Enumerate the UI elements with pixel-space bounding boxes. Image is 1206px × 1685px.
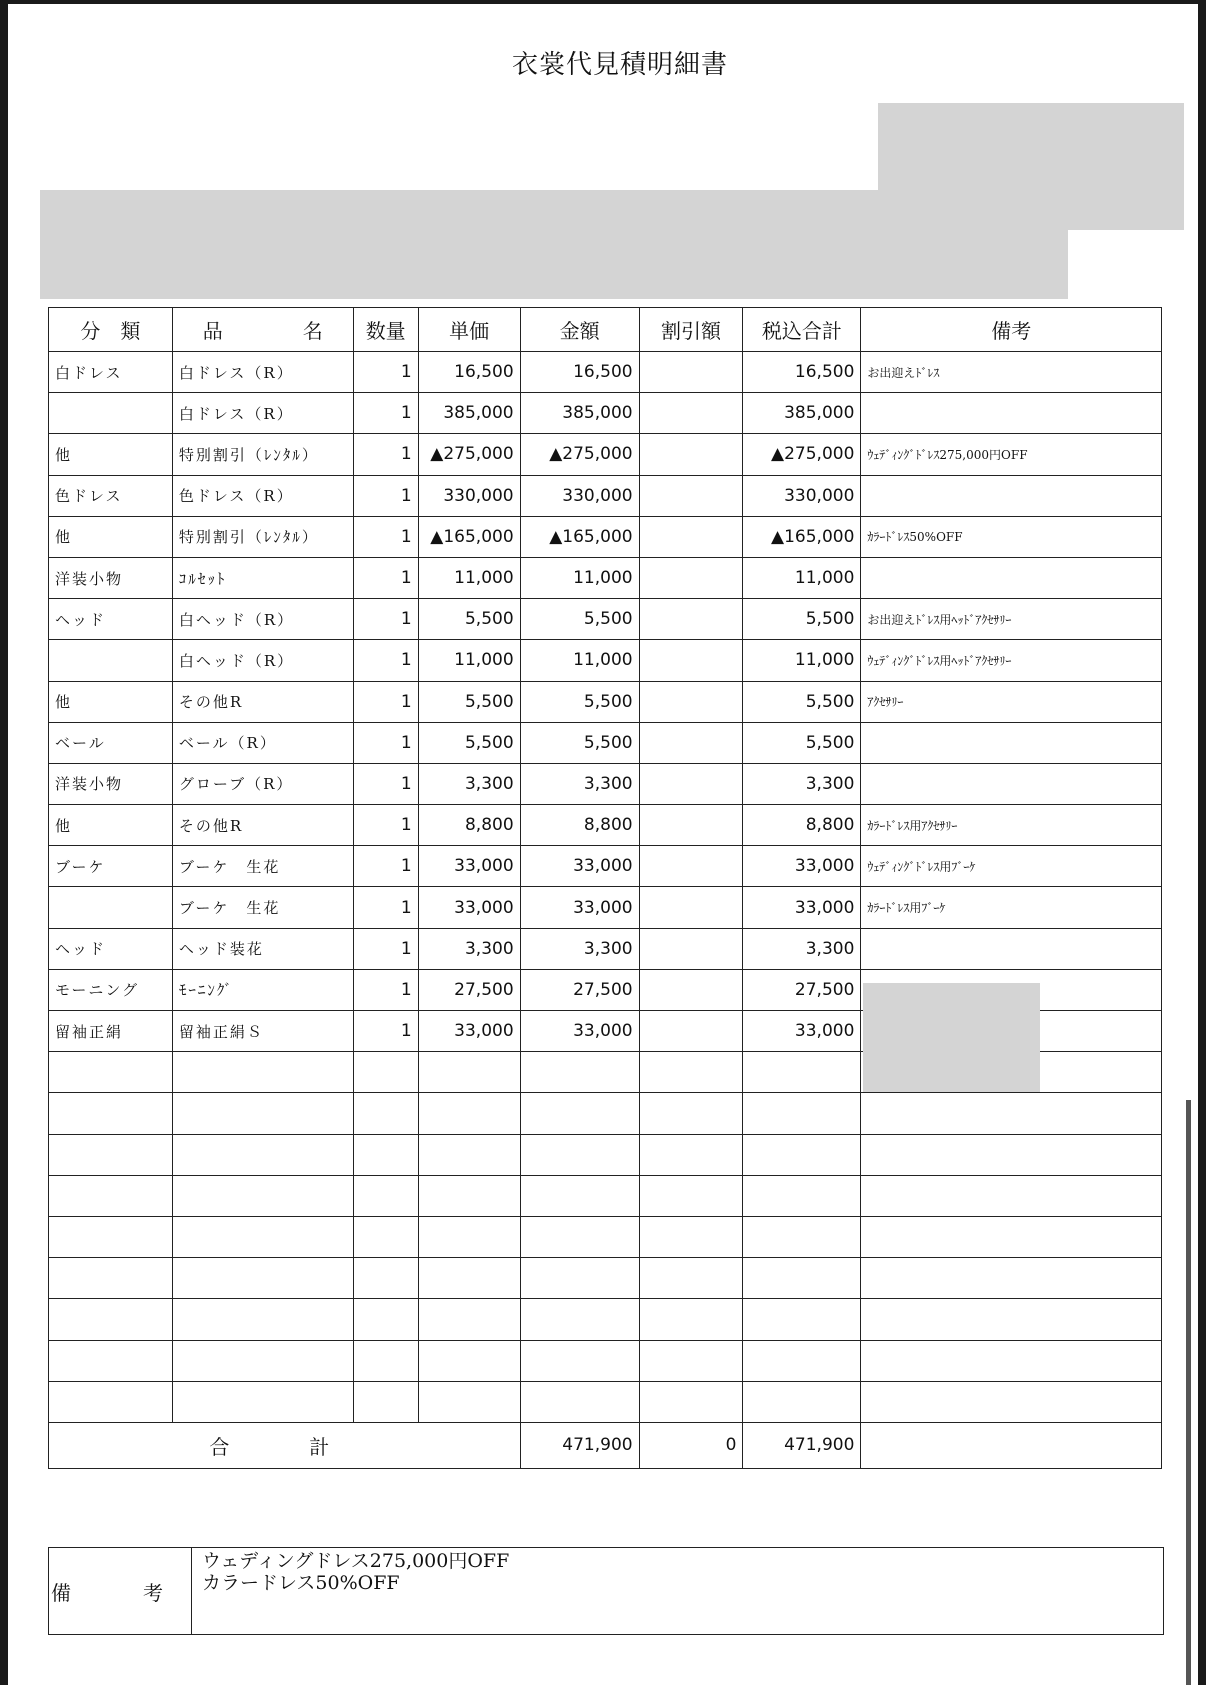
row-amount: 33,000 — [520, 1011, 639, 1052]
row-amount: 11,000 — [520, 557, 639, 598]
table-row — [49, 846, 1162, 887]
row-tax-incl-total — [743, 1093, 861, 1134]
row-discount — [639, 1258, 743, 1299]
row-category — [49, 393, 173, 434]
header-discount: 割引額 — [639, 308, 743, 352]
row-quantity: 1 — [353, 352, 418, 393]
row-unit-price: 5,500 — [418, 681, 520, 722]
row-tax-incl-total: 5,500 — [743, 722, 861, 763]
row-quantity — [353, 1340, 418, 1381]
row-item-name — [172, 1299, 353, 1340]
row-item-name: ブーケ 生花 — [172, 887, 353, 928]
row-unit-price — [418, 1258, 520, 1299]
row-item-name: ﾓｰﾆﾝｸﾞ — [172, 969, 353, 1010]
row-unit-price: 11,000 — [418, 557, 520, 598]
table-row — [49, 887, 1162, 928]
row-note — [861, 1340, 1162, 1381]
row-quantity — [353, 1175, 418, 1216]
table-row — [49, 516, 1162, 557]
row-category — [49, 1052, 173, 1093]
row-discount — [639, 1216, 743, 1257]
row-item-name — [172, 1381, 353, 1422]
row-tax-incl-total: ▲275,000 — [743, 434, 861, 475]
row-discount — [639, 1381, 743, 1422]
row-discount — [639, 1175, 743, 1216]
row-quantity: 1 — [353, 393, 418, 434]
empty-row — [49, 1216, 1162, 1257]
row-tax-incl-total: 33,000 — [743, 1011, 861, 1052]
row-amount: 11,000 — [520, 640, 639, 681]
row-discount — [639, 722, 743, 763]
row-amount — [520, 1381, 639, 1422]
row-quantity: 1 — [353, 599, 418, 640]
row-unit-price: 11,000 — [418, 640, 520, 681]
table-row — [49, 475, 1162, 516]
row-note: お出迎えﾄﾞﾚｽ用ﾍｯﾄﾞｱｸｾｻﾘｰ — [861, 599, 1162, 640]
row-quantity — [353, 1299, 418, 1340]
row-discount — [639, 846, 743, 887]
row-category: ベール — [49, 722, 173, 763]
row-tax-incl-total — [743, 1381, 861, 1422]
row-category — [49, 1134, 173, 1175]
row-unit-price: 330,000 — [418, 475, 520, 516]
row-amount: 5,500 — [520, 681, 639, 722]
row-amount: 27,500 — [520, 969, 639, 1010]
row-note: お出迎えﾄﾞﾚｽ — [861, 352, 1162, 393]
header-unit-price: 単価 — [418, 308, 520, 352]
row-amount: 16,500 — [520, 352, 639, 393]
scan-border-top — [0, 0, 1206, 4]
row-quantity — [353, 1134, 418, 1175]
row-note — [861, 763, 1162, 804]
row-discount — [639, 681, 743, 722]
row-tax-incl-total: 16,500 — [743, 352, 861, 393]
row-item-name — [172, 1175, 353, 1216]
empty-row — [49, 1381, 1162, 1422]
row-tax-incl-total: 11,000 — [743, 557, 861, 598]
row-unit-price — [418, 1093, 520, 1134]
row-amount: 8,800 — [520, 805, 639, 846]
row-tax-incl-total: 385,000 — [743, 393, 861, 434]
row-tax-incl-total — [743, 1216, 861, 1257]
row-discount — [639, 805, 743, 846]
row-unit-price: 3,300 — [418, 928, 520, 969]
row-tax-incl-total — [743, 1299, 861, 1340]
row-category — [49, 887, 173, 928]
row-category — [49, 1093, 173, 1134]
document-title: 衣裳代見積明細書 — [511, 50, 728, 80]
total-note — [861, 1422, 1162, 1468]
row-category: 他 — [49, 681, 173, 722]
row-quantity: 1 — [353, 722, 418, 763]
scroll-shadow — [1186, 1100, 1191, 1685]
empty-row — [49, 1134, 1162, 1175]
row-note: ｶﾗｰﾄﾞﾚｽ用ｱｸｾｻﾘｰ — [861, 805, 1162, 846]
row-tax-incl-total: 33,000 — [743, 887, 861, 928]
row-discount — [639, 599, 743, 640]
row-item-name: ｺﾙｾｯﾄ — [172, 557, 353, 598]
row-category — [49, 1216, 173, 1257]
row-amount — [520, 1134, 639, 1175]
row-item-name: グローブ（R） — [172, 763, 353, 804]
row-discount — [639, 352, 743, 393]
row-note — [861, 557, 1162, 598]
row-amount: 330,000 — [520, 475, 639, 516]
row-discount — [639, 1299, 743, 1340]
row-item-name — [172, 1340, 353, 1381]
row-tax-incl-total: 3,300 — [743, 928, 861, 969]
row-category: 他 — [49, 805, 173, 846]
row-note: ｳｪﾃﾞｨﾝｸﾞﾄﾞﾚｽ用ﾌﾞｰｹ — [861, 846, 1162, 887]
row-note — [861, 722, 1162, 763]
row-amount: 3,300 — [520, 763, 639, 804]
row-item-name: 白ドレス（R） — [172, 352, 353, 393]
row-unit-price: 33,000 — [418, 846, 520, 887]
row-quantity: 1 — [353, 846, 418, 887]
row-tax-incl-total: ▲165,000 — [743, 516, 861, 557]
row-tax-incl-total: 330,000 — [743, 475, 861, 516]
row-note: ｳｪﾃﾞｨﾝｸﾞﾄﾞﾚｽ275,000円OFF — [861, 434, 1162, 475]
header-tax-incl-total: 税込合計 — [743, 308, 861, 352]
row-item-name: 留袖正絹Ｓ — [172, 1011, 353, 1052]
row-note — [861, 1093, 1162, 1134]
remarks-line: ウェディングドレス275,000円OFF — [202, 1550, 510, 1572]
row-amount: 3,300 — [520, 928, 639, 969]
row-category: ヘッド — [49, 928, 173, 969]
redaction-block-2 — [40, 190, 1068, 299]
row-quantity: 1 — [353, 681, 418, 722]
row-amount: ▲275,000 — [520, 434, 639, 475]
row-unit-price: 8,800 — [418, 805, 520, 846]
scan-border-left — [0, 0, 8, 1685]
total-discount: 0 — [639, 1422, 743, 1468]
row-quantity — [353, 1258, 418, 1299]
row-note: ｳｪﾃﾞｨﾝｸﾞﾄﾞﾚｽ用ﾍｯﾄﾞｱｸｾｻﾘｰ — [861, 640, 1162, 681]
row-unit-price: 16,500 — [418, 352, 520, 393]
row-quantity: 1 — [353, 557, 418, 598]
row-note — [861, 1216, 1162, 1257]
empty-row — [49, 1299, 1162, 1340]
row-item-name: その他R — [172, 805, 353, 846]
row-amount: 33,000 — [520, 887, 639, 928]
row-item-name: 白ドレス（R） — [172, 393, 353, 434]
row-note — [861, 1258, 1162, 1299]
header-amount: 金額 — [520, 308, 639, 352]
table-row — [49, 681, 1162, 722]
row-unit-price: 5,500 — [418, 722, 520, 763]
row-unit-price: 33,000 — [418, 887, 520, 928]
row-quantity: 1 — [353, 805, 418, 846]
row-tax-incl-total: 11,000 — [743, 640, 861, 681]
row-tax-incl-total: 27,500 — [743, 969, 861, 1010]
row-tax-incl-total — [743, 1175, 861, 1216]
row-item-name: 白ヘッド（R） — [172, 640, 353, 681]
row-quantity: 1 — [353, 516, 418, 557]
table-row — [49, 599, 1162, 640]
row-discount — [639, 887, 743, 928]
row-discount — [639, 1340, 743, 1381]
row-discount — [639, 763, 743, 804]
row-item-name — [172, 1052, 353, 1093]
row-note — [861, 1175, 1162, 1216]
row-unit-price: 33,000 — [418, 1011, 520, 1052]
empty-row — [49, 1258, 1162, 1299]
row-note — [861, 1381, 1162, 1422]
remarks-label: 備 考 — [49, 1548, 192, 1635]
table-header-row — [49, 308, 1162, 352]
row-item-name: ブーケ 生花 — [172, 846, 353, 887]
row-discount — [639, 1093, 743, 1134]
row-discount — [639, 969, 743, 1010]
row-category: ブーケ — [49, 846, 173, 887]
row-amount: 5,500 — [520, 599, 639, 640]
row-category — [49, 1381, 173, 1422]
row-note — [861, 475, 1162, 516]
empty-row — [49, 1340, 1162, 1381]
row-amount: 33,000 — [520, 846, 639, 887]
row-quantity: 1 — [353, 640, 418, 681]
row-category: 色ドレス — [49, 475, 173, 516]
total-label: 合 計 — [49, 1422, 521, 1468]
row-unit-price — [418, 1299, 520, 1340]
row-unit-price: 27,500 — [418, 969, 520, 1010]
row-note — [861, 928, 1162, 969]
row-category: 洋装小物 — [49, 557, 173, 598]
row-item-name — [172, 1134, 353, 1175]
row-note — [861, 1299, 1162, 1340]
row-unit-price: ▲165,000 — [418, 516, 520, 557]
row-item-name: ベール（R） — [172, 722, 353, 763]
row-amount — [520, 1216, 639, 1257]
row-note — [861, 1134, 1162, 1175]
total-amount: 471,900 — [520, 1422, 639, 1468]
row-amount — [520, 1175, 639, 1216]
row-unit-price: ▲275,000 — [418, 434, 520, 475]
row-category: 他 — [49, 434, 173, 475]
row-note — [861, 393, 1162, 434]
row-unit-price — [418, 1340, 520, 1381]
row-quantity: 1 — [353, 434, 418, 475]
empty-row — [49, 1093, 1162, 1134]
row-item-name: 特別割引（ﾚﾝﾀﾙ） — [172, 434, 353, 475]
row-quantity: 1 — [353, 969, 418, 1010]
row-category: 洋装小物 — [49, 763, 173, 804]
row-discount — [639, 1052, 743, 1093]
row-category: 留袖正絹 — [49, 1011, 173, 1052]
redaction-block-3 — [863, 983, 1040, 1092]
table-row — [49, 393, 1162, 434]
row-tax-incl-total: 5,500 — [743, 681, 861, 722]
row-amount — [520, 1052, 639, 1093]
table-row — [49, 722, 1162, 763]
header-category: 分 類 — [49, 308, 173, 352]
row-discount — [639, 1134, 743, 1175]
table-row — [49, 763, 1162, 804]
row-quantity — [353, 1216, 418, 1257]
row-discount — [639, 640, 743, 681]
row-tax-incl-total — [743, 1258, 861, 1299]
row-category — [49, 1258, 173, 1299]
row-category: モーニング — [49, 969, 173, 1010]
row-amount: ▲165,000 — [520, 516, 639, 557]
row-quantity — [353, 1381, 418, 1422]
row-unit-price: 3,300 — [418, 763, 520, 804]
row-unit-price — [418, 1216, 520, 1257]
row-unit-price — [418, 1134, 520, 1175]
row-category — [49, 1175, 173, 1216]
estimate-table — [48, 307, 1162, 1469]
total-row — [49, 1422, 1162, 1468]
row-category — [49, 640, 173, 681]
row-item-name: 白ヘッド（R） — [172, 599, 353, 640]
row-amount — [520, 1258, 639, 1299]
row-discount — [639, 557, 743, 598]
row-discount — [639, 475, 743, 516]
row-item-name — [172, 1093, 353, 1134]
row-quantity: 1 — [353, 1011, 418, 1052]
header-notes: 備考 — [861, 308, 1162, 352]
row-discount — [639, 928, 743, 969]
header-quantity: 数量 — [353, 308, 418, 352]
row-amount — [520, 1093, 639, 1134]
row-unit-price — [418, 1381, 520, 1422]
remarks-content — [192, 1548, 1164, 1635]
row-discount — [639, 393, 743, 434]
row-unit-price: 5,500 — [418, 599, 520, 640]
row-quantity: 1 — [353, 887, 418, 928]
empty-row — [49, 1175, 1162, 1216]
row-discount — [639, 516, 743, 557]
row-amount: 5,500 — [520, 722, 639, 763]
row-note: ｶﾗｰﾄﾞﾚｽ用ﾌﾞｰｹ — [861, 887, 1162, 928]
row-note: ｶﾗｰﾄﾞﾚｽ50%OFF — [861, 516, 1162, 557]
row-amount — [520, 1340, 639, 1381]
remarks-box — [48, 1547, 1164, 1635]
row-discount — [639, 434, 743, 475]
row-tax-incl-total — [743, 1052, 861, 1093]
row-quantity: 1 — [353, 475, 418, 516]
row-item-name: ヘッド装花 — [172, 928, 353, 969]
row-category — [49, 1299, 173, 1340]
total-grand: 471,900 — [743, 1422, 861, 1468]
row-category: 他 — [49, 516, 173, 557]
row-note: ｱｸｾｻﾘｰ — [861, 681, 1162, 722]
row-amount: 385,000 — [520, 393, 639, 434]
table-row — [49, 640, 1162, 681]
row-tax-incl-total: 8,800 — [743, 805, 861, 846]
row-quantity: 1 — [353, 763, 418, 804]
row-category: ヘッド — [49, 599, 173, 640]
row-item-name — [172, 1258, 353, 1299]
table-row — [49, 928, 1162, 969]
row-quantity: 1 — [353, 928, 418, 969]
row-amount — [520, 1299, 639, 1340]
row-tax-incl-total — [743, 1340, 861, 1381]
row-quantity — [353, 1093, 418, 1134]
table-row — [49, 805, 1162, 846]
row-unit-price — [418, 1052, 520, 1093]
table-row — [49, 434, 1162, 475]
row-tax-incl-total: 33,000 — [743, 846, 861, 887]
row-category: 白ドレス — [49, 352, 173, 393]
row-discount — [639, 1011, 743, 1052]
row-tax-incl-total: 5,500 — [743, 599, 861, 640]
row-tax-incl-total: 3,300 — [743, 763, 861, 804]
remarks-line: カラードレス50%OFF — [202, 1572, 400, 1594]
header-item-name: 品 名 — [172, 308, 353, 352]
row-item-name: 色ドレス（R） — [172, 475, 353, 516]
scan-border-right — [1198, 0, 1206, 1685]
row-unit-price — [418, 1175, 520, 1216]
row-unit-price: 385,000 — [418, 393, 520, 434]
row-category — [49, 1340, 173, 1381]
table-row — [49, 352, 1162, 393]
table-row — [49, 557, 1162, 598]
row-item-name — [172, 1216, 353, 1257]
row-item-name: 特別割引（ﾚﾝﾀﾙ） — [172, 516, 353, 557]
row-quantity — [353, 1052, 418, 1093]
row-item-name: その他R — [172, 681, 353, 722]
row-tax-incl-total — [743, 1134, 861, 1175]
